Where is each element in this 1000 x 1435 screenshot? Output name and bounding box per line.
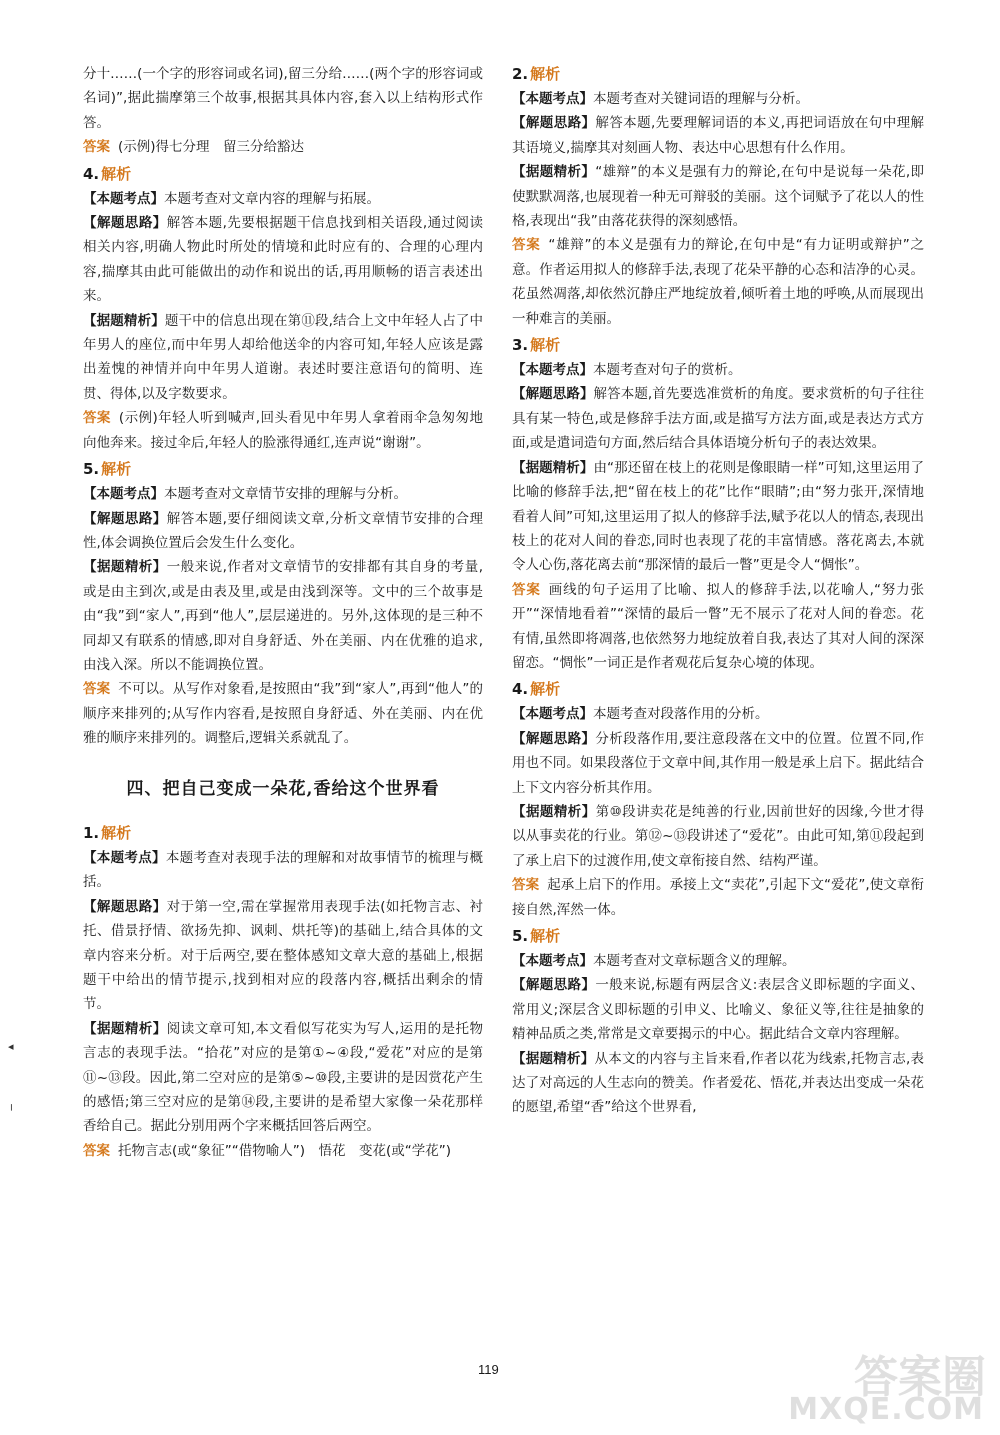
section4-question-1-heading: 1. 解析 <box>83 823 132 842</box>
left-column <box>83 62 483 1163</box>
q4-answer: 答案 (示例)年轻人听到喊声,回头看见中年男人拿着雨伞急匆匆地向他奔来。接过伞后,年轻人的脸涨得通红,连声说“谢谢”。 <box>83 410 483 451</box>
q3-answer: 答案 画线的句子运用了比喻、拟人的修辞手法,以花喻人,“努力张开”“深情地看着”“深情的最后一瞥”无不展示了花对人间的眷恋。花有情,虽然即将凋落,也依然努力地绽放着自我,表达了其对人间的深深留恋。“惆怅”一词正是作者观花后复杂心境的体现。 <box>512 581 925 671</box>
q2-jingxi: 【据题精析】“雄辩”的本义是强有力的辩论,在句中是说每一朵花,即使默默凋落,也展现着一种无可辩驳的美丽。这个词赋予了花以人的性格,表现出“我”由落花获得的深刻感悟。 <box>512 164 924 230</box>
page-number: 119 <box>478 1362 499 1377</box>
q5-answer: 答案 不可以。从写作对象看,是按照由“我”到“家人”,再到“他人”的顺序来排列的;从写作内容看,是按照自身舒适、外在美丽、内在优雅的顺序来排列的。调整后,逻辑关系就乱了。 <box>83 681 484 747</box>
q3-jingxi: 【据题精析】由“那还留在枝上的花则是像眼睛一样”可知,这里运用了比喻的修辞手法,把“留在枝上的花”比作“眼睛”;由“努力张开,深情地看着人间”可知,这里运用了拟人的修辞手法,赋予花以人的情态,表现出枝上的花对人间的眷恋,同时也表现了花的丰富情感。落花离去,本就令人心伤,落花离去前“那深情的最后一瞥”更是令人“惆怅”。 <box>512 459 925 574</box>
section-title: 四、把自己变成一朵花,香给这个世界看 <box>126 778 440 799</box>
margin-mark: ╷ <box>8 1098 15 1111</box>
watermark-logo <box>788 1333 996 1433</box>
intro-answer: 答案 (示例)得七分理 留三分给豁达 <box>83 139 305 156</box>
rq5-kaodian: 【本题考点】本题考查对文章标题含义的理解。 <box>512 953 796 969</box>
right-column <box>512 60 924 1120</box>
question-4-right-heading: 4. 解析 <box>512 680 561 699</box>
s1-kaodian: 【本题考点】本题考查对表现手法的理解和对故事情节的梳理与概括。 <box>83 849 484 891</box>
intro-paragraph: 分十……(一个字的形容词或名词),留三分给……(两个字的形容词或名词)”,据此揣摩第三个故事,根据其具体内容,套入以上结构形式作答。 <box>83 66 483 131</box>
watermark-line2: MXQE.COM <box>788 1392 984 1427</box>
margin-mark: ◂ <box>8 1040 14 1053</box>
s1-answer: 答案 托物言志(或“象征”“借物喻人”) 悟花 变花(或“学花”) <box>83 1142 452 1159</box>
rq4-silu: 【解题思路】分析段落作用,要注意段落在文中的位置。位置不同,作用也不同。如果段落位于文章中间,其作用一般是承上启下。据此结合上下文内容分析其作用。 <box>512 730 924 796</box>
question-4-heading: 4. 解析 <box>83 164 132 183</box>
rq4-kaodian: 【本题考点】本题考查对段落作用的分析。 <box>512 706 769 723</box>
q5-silu: 【解题思路】解答本题,要仔细阅读文章,分析文章情节安排的合理性,体会调换位置后会发生什么变化。 <box>83 510 483 551</box>
q4-kaodian: 【本题考点】本题考查对文章内容的理解与拓展。 <box>83 190 380 207</box>
q2-silu: 【解题思路】解答本题,先要理解词语的本义,再把词语放在句中理解其语境义,揣摩其对刻画人物、表达中心思想有什么作用。 <box>512 115 924 156</box>
question-3-heading: 3. 解析 <box>512 336 561 355</box>
q3-silu: 【解题思路】解答本题,首先要选准赏析的角度。要求赏析的句子往往具有某一特色,或是修辞手法方面,或是描写方法方面,或是表达方式方面,或是遣词造句方面,然后结合具体语境分析句子的表达效果。 <box>512 386 924 452</box>
rq4-answer: 答案 起承上启下的作用。承接上文“卖花”,引起下文“爱花”,使文章衔接自然,浑然一体。 <box>512 877 925 918</box>
s1-silu: 【解题思路】对于第一空,需在掌握常用表现手法(如托物言志、衬托、借景抒情、欲扬先抑、讽刺、烘托等)的基础上,结合具体的文章内容来分析。对于后两空,要在整体感知文章大意的基础上,根据题干中给出的情节提示,找到相对应的段落内容,概括出剩余的情节。 <box>83 898 483 1013</box>
question-2-heading: 2. 解析 <box>512 65 561 83</box>
rq4-jingxi: 【据题精析】第⑩段讲卖花是纯善的行业,因前世好的因缘,今世才得以从事卖花的行业。第⑫~⑬段讲述了“爱花”。由此可知,第⑪段起到了承上启下的过渡作用,使文章衔接自然、结构严谨。 <box>512 803 925 869</box>
rq5-jingxi: 【据题精析】从本文的内容与主旨来看,作者以花为线索,托物言志,表达了对高远的人生志向的赞美。作者爱花、悟花,并表达出变成一朵花的愿望,希望“香”给这个世界看, <box>512 1050 925 1116</box>
q2-answer: 答案 “雄辩”的本义是强有力的辩论,在句中是“有力证明或辩护”之意。作者运用拟人的修辞手法,表现了花朵平静的心态和洁净的心灵。花虽然凋落,却依然沉静庄严地绽放着,倾听着土地的呼唤,从而展现出一种难言的美丽。 <box>512 237 924 327</box>
q3-kaodian: 【本题考点】本题考查对句子的赏析。 <box>512 362 742 379</box>
q4-silu: 【解题思路】解答本题,先要根据题干信息找到相关语段,通过阅读相关内容,明确人物此时所处的情境和此时应有的、合理的心理内容,揣摩其由此可能做出的动作和说出的话,再用顺畅的语言表述出来。 <box>83 215 483 305</box>
answer-label: 答案 <box>83 139 110 156</box>
q5-jingxi: 【据题精析】一般来说,作者对文章情节的安排都有其自身的考量,或是由主到次,或是由表及里,或是由浅到深等。文中的三个故事是由“我”到“家人”,再到“他人”,层层递进的。另外,这体现的是三种不同却又有联系的情感,即对自身舒适、外在美丽、内在优雅的追求,由浅入深。所以不能调换位置。 <box>83 559 483 673</box>
watermark-line1: 答案圈 <box>854 1352 986 1403</box>
rq5-silu: 【解题思路】一般来说,标题有两层含义:表层含义即标题的字面义、常用义;深层含义即标题的引申义、比喻义、象征义等,往往是抽象的精神品质之类,常常是文章要揭示的中心。据此结合文章内容理解。 <box>512 977 925 1043</box>
s1-jingxi: 【据题精析】阅读文章可知,本文看似写花实为写人,运用的是托物言志的表现手法。“拾花”对应的是第①~④段,“爱花”对应的是第⑪~⑬段。因此,第二空对应的是第⑤~⑩段,主要讲的是因赏花产生的感悟;第三空对应的是第⑭段,主要讲的是希望大家像一朵花那样香给自己。据此分别用两个字来概括回答后两空。 <box>83 1020 483 1135</box>
q2-kaodian: 【本题考点】本题考查对关键词语的理解与分析。 <box>512 91 809 107</box>
q5-kaodian: 【本题考点】本题考查对文章情节安排的理解与分析。 <box>83 486 407 503</box>
q4-jingxi: 【据题精析】题干中的信息出现在第⑪段,结合上文中年轻人占了中年男人的座位,而中年男人却给他送伞的内容可知,年轻人应该是露出羞愧的神情并向中年男人道谢。表述时要注意语句的简明、连贯、得体,以及字数要求。 <box>83 312 483 402</box>
question-5-right-heading: 5. 解析 <box>512 927 561 945</box>
question-5-heading: 5. 解析 <box>83 460 132 479</box>
